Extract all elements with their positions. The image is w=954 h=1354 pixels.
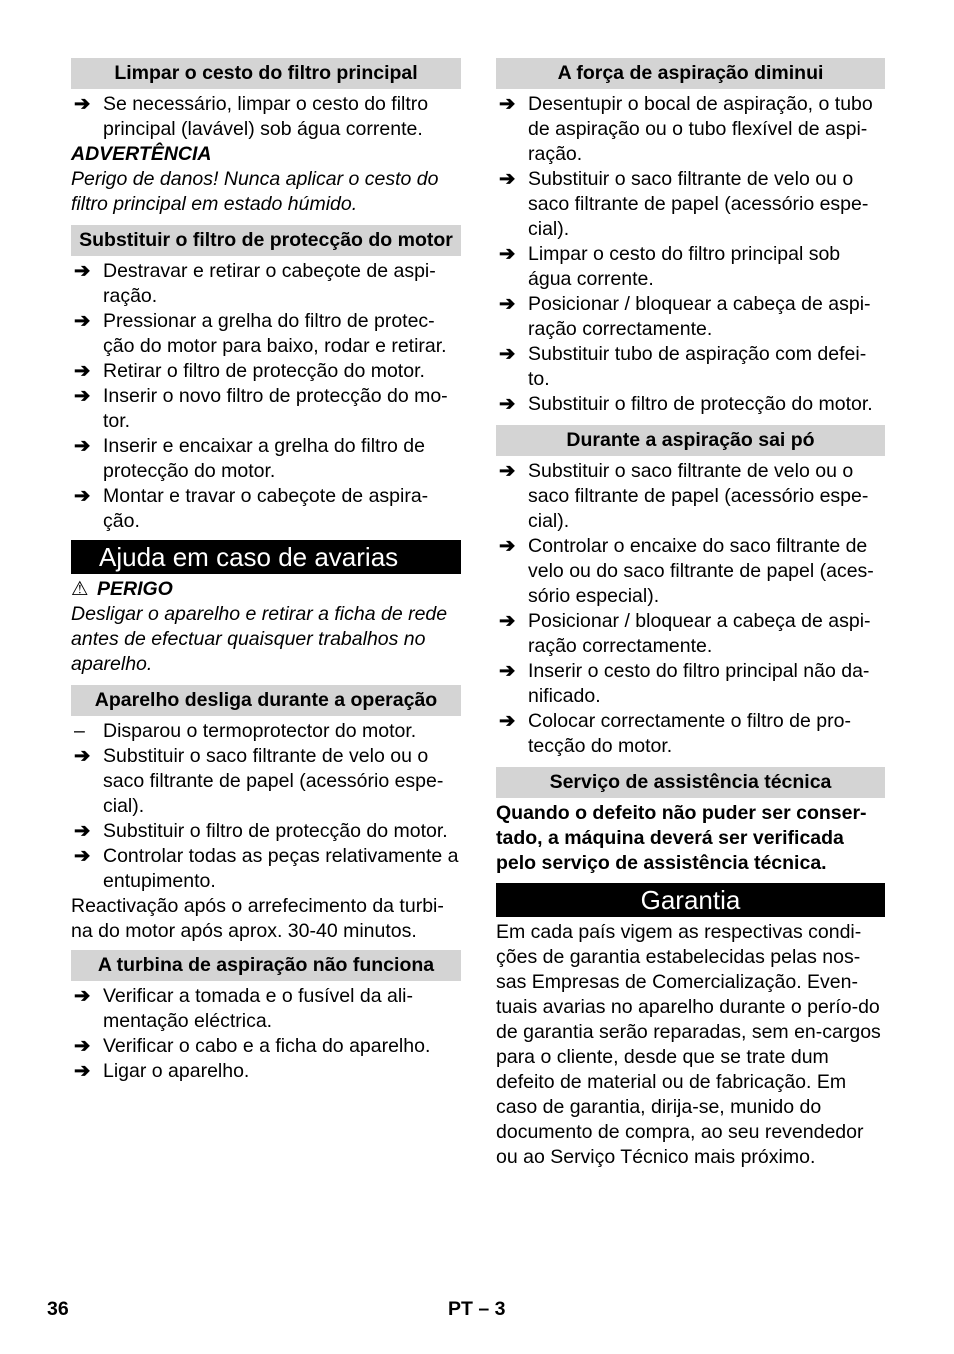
warning-title: ADVERTÊNCIA [71, 143, 212, 165]
chapter-heading-warranty: Garantia [496, 883, 885, 917]
danger-text: Desligar o aparelho e retirar a ficha de rede antes de efectuar quaisquer trabalhos no aparelho. [71, 603, 448, 675]
arrow-right-icon: ➔ [499, 343, 516, 365]
warning-triangle-icon: ⚠ [71, 578, 89, 600]
warranty-text: Em cada país vigem as respectivas condi-ções de garantia estabelecidas pelas nos-sas Empresas de Comercialização. Even-tuais avarias no aparelho durante o perío-do de garantia serão reparadas, sem en-cargos para o cliente, desde que se trate dum defeito de material ou de fabricação. Em caso de garantia, dirija-se, munido do documento de compra, ao seu revendedor ou ao Serviço Técnico mais próximo. [496, 921, 881, 1168]
arrow-right-icon: ➔ [74, 1035, 91, 1057]
bullet-list [71, 92, 461, 142]
arrow-right-icon: ➔ [74, 485, 91, 507]
arrow-right-icon: ➔ [499, 535, 516, 557]
arrow-right-icon: ➔ [74, 820, 91, 842]
list-item: ➔ Substituir o saco filtrante de velo ou o saco filtrante de papel (acessório espe-cial). [74, 745, 444, 817]
list-item: ➔ Destravar e retirar o cabeçote de aspi-ração. [74, 260, 436, 307]
bullet-list [496, 92, 885, 417]
page-number: 36 [47, 1298, 69, 1320]
left-column [71, 58, 461, 1090]
bullet-list [496, 459, 885, 759]
list-item: ➔ Verificar a tomada e o fusível da ali-mentação eléctrica. [74, 985, 413, 1032]
arrow-right-icon: ➔ [74, 985, 91, 1007]
list-item: ➔ Se necessário, limpar o cesto do filtro principal (lavável) sob água corrente. [74, 93, 429, 140]
list-item: ➔ Controlar o encaixe do saco filtrante de velo ou do saco filtrante de papel (aces-sório especial). [499, 535, 874, 607]
chapter-heading-troubleshooting: Ajuda em caso de avarias [71, 540, 461, 574]
section-heading-turbine-not-working: A turbina de aspiração não funciona [71, 950, 461, 981]
arrow-right-icon: ➔ [74, 845, 91, 867]
right-column [496, 58, 885, 1170]
arrow-right-icon: ➔ [74, 93, 91, 115]
list-item: ➔ Retirar o filtro de protecção do motor. [74, 360, 425, 382]
list-item: ➔ Inserir o cesto do filtro principal não da-nificado. [499, 660, 870, 707]
list-item: ➔ Inserir e encaixar a grelha do filtro de protecção do motor. [74, 435, 425, 482]
list-item: ➔ Substituir o saco filtrante de velo ou o saco filtrante de papel (acessório espe-cial). [499, 168, 869, 240]
reactivation-note: Reactivação após o arrefecimento da turbi-na do motor após aprox. 30-40 minutos. [71, 895, 444, 942]
arrow-right-icon: ➔ [499, 660, 516, 682]
arrow-right-icon: ➔ [74, 260, 91, 282]
list-item: ➔ Substituir o filtro de protecção do motor. [499, 393, 873, 415]
list-item: ➔ Posicionar / bloquear a cabeça de aspi-ração correctamente. [499, 293, 871, 340]
bullet-list [71, 984, 461, 1084]
arrow-right-icon: ➔ [74, 435, 91, 457]
arrow-right-icon: ➔ [499, 293, 516, 315]
list-item: ➔ Inserir o novo filtro de protecção do mo-tor. [74, 385, 448, 432]
arrow-right-icon: ➔ [74, 1060, 91, 1082]
section-heading-dust-escapes: Durante a aspiração sai pó [496, 425, 885, 456]
arrow-right-icon: ➔ [499, 243, 516, 265]
list-item: ➔ Limpar o cesto do filtro principal sob água corrente. [499, 243, 841, 290]
list-item: ➔ Desentupir o bocal de aspiração, o tubo de aspiração ou o tubo flexível de aspi-ração. [499, 93, 873, 165]
list-item: ➔ Substituir o saco filtrante de velo ou o saco filtrante de papel (acessório espe-cial). [499, 460, 869, 532]
arrow-right-icon: ➔ [499, 168, 516, 190]
list-item: ➔ Substituir o filtro de protecção do motor. [74, 820, 448, 842]
arrow-right-icon: ➔ [74, 310, 91, 332]
arrow-right-icon: ➔ [499, 460, 516, 482]
section-heading-suction-power-decreases: A força de aspiração diminui [496, 58, 885, 89]
arrow-right-icon: ➔ [499, 710, 516, 732]
danger-title: ⚠ PERIGO [71, 578, 173, 600]
arrow-right-icon: ➔ [74, 385, 91, 407]
list-item: ➔ Substituir tubo de aspiração com defei-to. [499, 343, 867, 390]
list-item: ➔ Controlar todas as peças relativamente a entupimento. [74, 845, 459, 892]
bullet-list [71, 259, 461, 534]
customer-service-text: Quando o defeito não puder ser conser-tado, a máquina deverá ser verificada pelo serviço de assistência técnica. [496, 802, 867, 874]
list-item: ➔ Verificar o cabo e a ficha do aparelho. [74, 1035, 431, 1057]
list-item: ➔ Colocar correctamente o filtro de pro-tecção do motor. [499, 710, 851, 757]
arrow-right-icon: ➔ [499, 610, 516, 632]
section-heading-clean-filter-basket: Limpar o cesto do filtro principal [71, 58, 461, 89]
list-item: ➔ Posicionar / bloquear a cabeça de aspi-ração correctamente. [499, 610, 871, 657]
arrow-right-icon: ➔ [74, 360, 91, 382]
dash-marker: – [74, 720, 85, 742]
arrow-right-icon: ➔ [499, 393, 516, 415]
list-item: ➔ Pressionar a grelha do filtro de protec-ção do motor para baixo, rodar e retirar. [74, 310, 447, 357]
list-item: ➔ Ligar o aparelho. [74, 1060, 250, 1082]
footer-section-label: PT – 3 [448, 1298, 506, 1320]
arrow-right-icon: ➔ [499, 93, 516, 115]
section-heading-replace-motor-filter: Substituir o filtro de protecção do motor [71, 225, 461, 256]
section-heading-device-switches-off: Aparelho desliga durante a operação [71, 685, 461, 716]
bullet-list [71, 719, 461, 894]
warning-text: Perigo de danos! Nunca aplicar o cesto do filtro principal em estado húmido. [71, 168, 439, 215]
section-heading-customer-service: Serviço de assistência técnica [496, 767, 885, 798]
list-item: – Disparou o termoprotector do motor. [74, 720, 417, 742]
arrow-right-icon: ➔ [74, 745, 91, 767]
list-item: ➔ Montar e travar o cabeçote de aspira-ção. [74, 485, 429, 532]
